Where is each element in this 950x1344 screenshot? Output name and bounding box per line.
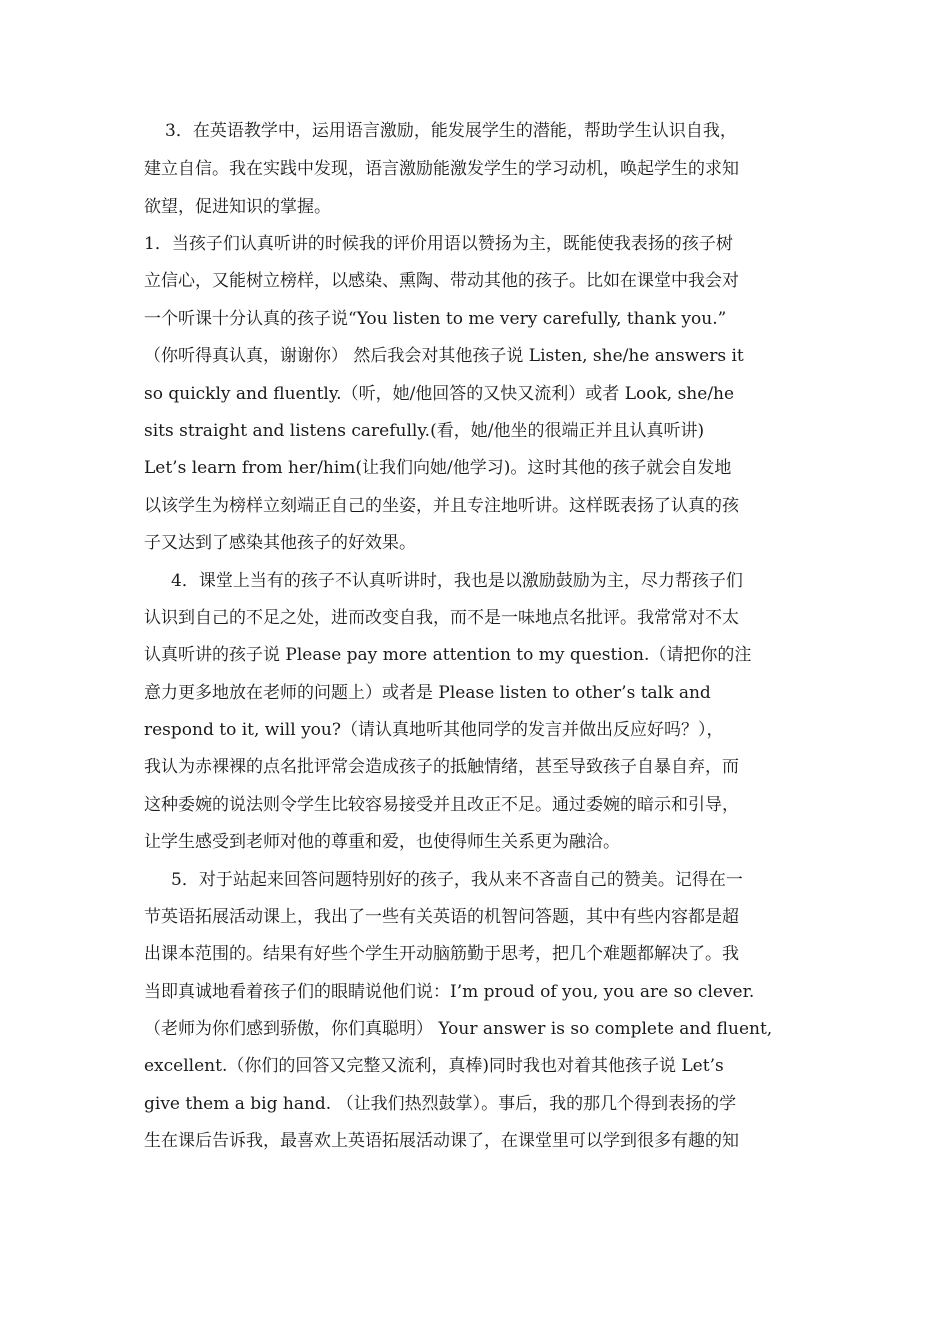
paragraph-5-line-1: 5．对于站起来回答问题特别好的孩子，我从来不吝啬自己的赞美。记得在一	[171, 870, 743, 890]
paragraph-4-line-1: 4．课堂上当有的孩子不认真听讲时，我也是以激励鼓励为主，尽力帮孩子们	[171, 571, 743, 591]
paragraph-5-line-3: 出课本范围的。结果有好些个学生开动脑筋勤于思考，把几个难题都解决了。我	[144, 944, 739, 964]
paragraph-4-line-7: 这种委婉的说法则令学生比较容易接受并且改正不足。通过委婉的暗示和引导，	[144, 795, 739, 815]
paragraph-3-line-3: 欲望，促进知识的掌握。	[144, 197, 331, 217]
paragraph-4-line-6: 我认为赤裸裸的点名批评常会造成孩子的抵触情绪，甚至导致孩子自暴自弃，而	[144, 757, 739, 777]
paragraph-5-line-2: 节英语拓展活动课上，我出了一些有关英语的机智问答题，其中有些内容都是超	[144, 907, 739, 927]
paragraph-5-line-6: excellent.（你们的回答又完整又流利，真棒)同时我也对着其他孩子说 Let’s	[144, 1056, 724, 1076]
paragraph-3-line-1: 3．在英语教学中，运用语言激励，能发展学生的潜能，帮助学生认识自我，	[165, 121, 737, 141]
paragraph-1-line-2: 立信心，又能树立榜样，以感染、熏陶、带动其他的孩子。比如在课堂中我会对	[144, 271, 739, 291]
paragraph-5-line-5: （老师为你们感到骄傲，你们真聪明） Your answer is so complete and fluent,	[144, 1019, 773, 1039]
paragraph-4-line-4: 意力更多地放在老师的问题上）或者是 Please listen to other’s talk and	[144, 683, 711, 703]
paragraph-1-line-8: 以该学生为榜样立刻端正自己的坐姿，并且专注地听讲。这样既表扬了认真的孩	[144, 496, 739, 516]
paragraph-4-line-2: 认识到自己的不足之处，进而改变自我，而不是一味地点名批评。我常常对不太	[144, 608, 739, 628]
paragraph-1-line-1: 1．当孩子们认真听讲的时候我的评价用语以赞扬为主，既能使我表扬的孩子树	[144, 234, 733, 254]
paragraph-4-line-8: 让学生感受到老师对他的尊重和爱，也使得师生关系更为融洽。	[144, 832, 620, 852]
paragraph-5-line-4: 当即真诚地看着孩子们的眼睛说他们说：I’m proud of you, you are so clever.	[144, 982, 755, 1002]
paragraph-1-line-4: （你听得真认真，谢谢你） 然后我会对其他孩子说 Listen, she/he answers it	[144, 346, 744, 366]
paragraph-1-line-9: 子又达到了感染其他孩子的好效果。	[144, 533, 416, 553]
paragraph-5-line-7: give them a big hand. （让我们热烈鼓掌）。事后，我的那几个得到表扬的学	[144, 1094, 737, 1114]
paragraph-1-line-5: so quickly and fluently.（听，她/他回答的又快又流利）或者 Look, she/he	[144, 384, 735, 404]
paragraph-4-line-3: 认真听讲的孩子说 Please pay more attention to my question.（请把你的注	[144, 645, 752, 665]
paragraph-1-line-3: 一个听课十分认真的孩子说“You listen to me very carefully, thank you.”	[144, 309, 727, 329]
paragraph-1-line-7: Let’s learn from her/him(让我们向她/他学习)。这时其他的孩子就会自发地	[144, 458, 732, 478]
paragraph-4-line-5: respond to it, will you?（请认真地听其他同学的发言并做出反应好吗？），	[144, 720, 724, 740]
paragraph-5-line-8: 生在课后告诉我，最喜欢上英语拓展活动课了，在课堂里可以学到很多有趣的知	[144, 1131, 739, 1151]
paragraph-3-line-2: 建立自信。我在实践中发现，语言激励能激发学生的学习动机，唤起学生的求知	[144, 159, 739, 179]
paragraph-1-line-6: sits straight and listens carefully.(看，她/他坐的很端正并且认真听讲)	[144, 421, 705, 441]
